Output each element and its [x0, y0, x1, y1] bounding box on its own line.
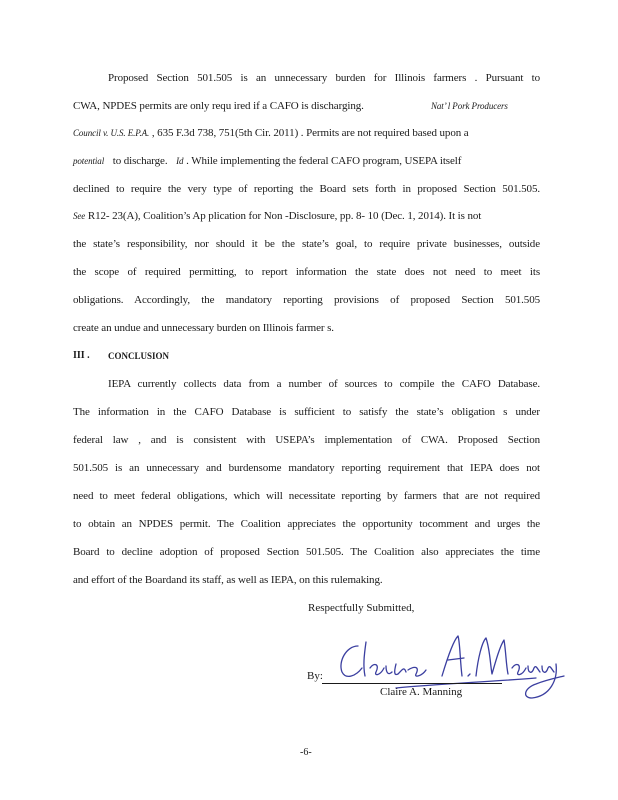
paragraph-2-line-3: federal law , and is consistent with USEPA’s implementation of CWA. Proposed Section [73, 434, 540, 446]
paragraph-2-line-4: 501.505 is an unnecessary and burdensome mandatory reporting requirement that IEPA does not [73, 462, 540, 474]
paragraph-1-line-8: the scope of required permitting, to report information the state does not need to meet its [73, 266, 540, 278]
to-discharge-text: to discharge. [112, 155, 168, 167]
paragraph-1-line-1: Proposed Section 501.505 is an unnecessary burden for Illinois farmers . Pursuant to [108, 72, 540, 84]
paragraph-1-line-2 [73, 100, 540, 112]
paragraph-1-line-10: create an undue and unnecessary burden on Illinois farmer s. [73, 322, 334, 334]
paragraph-1-line-5: declined to require the very type of reporting the Board sets forth in proposed Section 501.505. [73, 183, 540, 195]
signer-name: Claire A. Manning [380, 686, 463, 698]
section-numeral: III . [73, 350, 90, 361]
paragraph-1-line-4 [73, 155, 540, 167]
paragraph-2-line-5: need to meet federal obligations, which will necessitate reporting by farmers that are not required [73, 490, 540, 502]
closing-salutation: Respectfully Submitted, [308, 602, 415, 614]
paragraph-1-line-9: obligations. Accordingly, the mandatory reporting provisions of proposed Section 501.505 [73, 294, 540, 306]
paragraph-1-line-6 [73, 210, 540, 222]
paragraph-2-line-7: Board to decline adoption of proposed Section 501.505. The Coalition also appreciates the time [73, 546, 540, 558]
case-citation-italic: Nat’ l Pork Producers [431, 101, 508, 111]
italic-potential: potential [73, 156, 105, 166]
paragraph-1-line-7: the state’s responsibility, nor should it be the state’s goal, to require private businesses, outside [73, 238, 540, 250]
paragraph-1-line-3 [73, 127, 540, 139]
reporter-citation: , 635 F.3d 738, 751(5th Cir. 2011) . Permits are not required based upon a [151, 127, 469, 139]
italic-see: See [73, 211, 86, 221]
paragraph-1-line-6-rest: R12- 23(A), Coalition’s Ap plication for Non -Disclosure, pp. 8- 10 (Dec. 1, 2014). It is not [87, 210, 482, 222]
paragraph-2-line-2: The information in the CAFO Database is sufficient to satisfy the state’s obligation s under [73, 406, 540, 418]
page-number: -6- [300, 747, 312, 758]
paragraph-2-line-8: and effort of the Boardand its staff, as well as IEPA, on this rulemaking. [73, 574, 383, 586]
paragraph-2-line-1: IEPA currently collects data from a number of sources to compile the CAFO Database. [108, 378, 540, 390]
paragraph-2-line-6: to obtain an NPDES permit. The Coalition appreciates the opportunity tocomment and urges the [73, 518, 540, 530]
paragraph-1-line-4-rest: . While implementing the federal CAFO program, USEPA itself [186, 155, 462, 167]
case-citation-italic-cont: Council v. U.S. E.P.A. [73, 128, 150, 138]
by-label: By: [307, 670, 323, 682]
italic-id: Id [176, 156, 184, 166]
paragraph-1-line-2-text: CWA, NPDES permits are only requ ired if a CAFO is discharging. [73, 100, 364, 112]
section-heading: CONCLUSION [108, 351, 170, 361]
signature-line [322, 683, 502, 684]
